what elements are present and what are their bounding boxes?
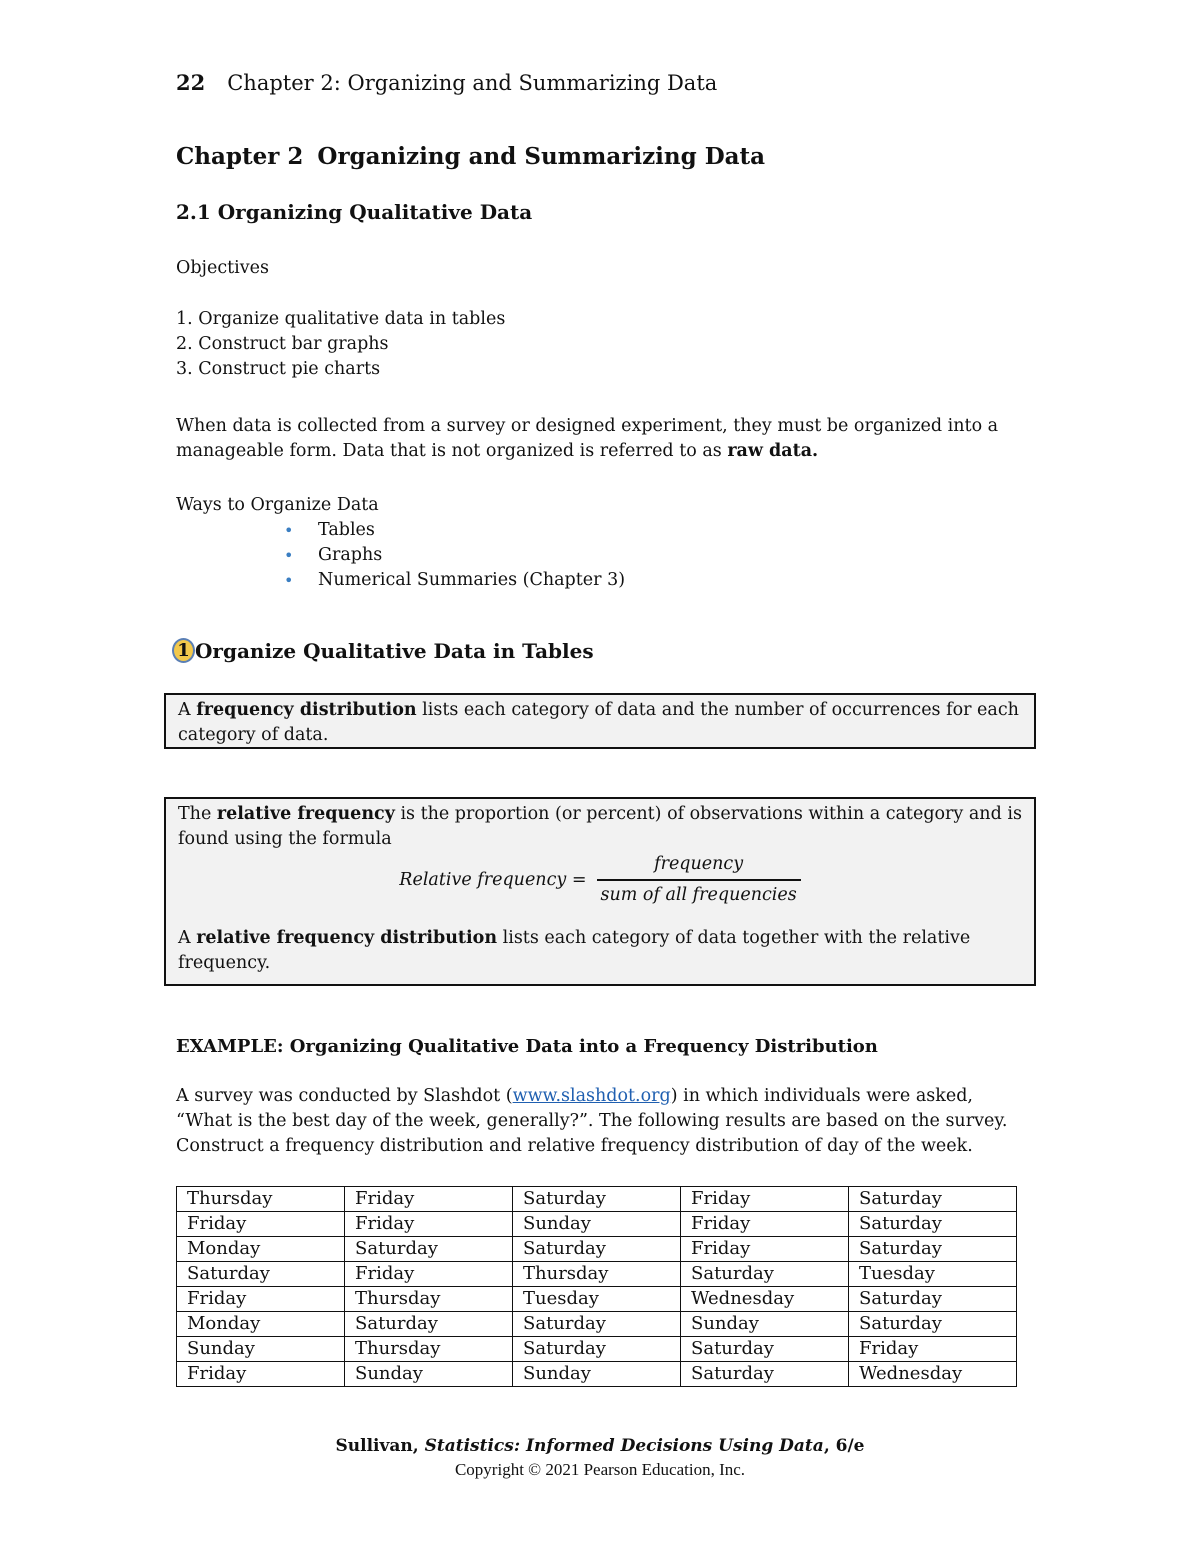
definition-term: frequency distribution <box>196 700 417 720</box>
ways-item-label: Graphs <box>318 545 383 565</box>
objective-number-badge: 1 <box>172 638 195 663</box>
table-row <box>177 1262 1017 1287</box>
table-cell: Saturday <box>513 1237 681 1262</box>
table-cell: Saturday <box>849 1312 1017 1337</box>
definition-term: relative frequency distribution <box>196 928 498 948</box>
ways-item <box>284 543 625 568</box>
footer-book-title: Statistics: Informed Decisions Using Data <box>424 1436 824 1456</box>
example-text: ) in which individuals were asked, “What is the best day of the week, generally?”. The following results are based on the survey. Construct a frequency distribution and relative frequency distribution of day of the week. <box>176 1086 1008 1156</box>
table-cell: Friday <box>681 1187 849 1212</box>
table-cell: Friday <box>177 1287 345 1312</box>
table-cell: Thursday <box>345 1287 513 1312</box>
table-cell: Friday <box>345 1262 513 1287</box>
table-cell: Thursday <box>513 1262 681 1287</box>
table-cell: Saturday <box>177 1262 345 1287</box>
definition-text: lists each category of data together with the relative frequency. <box>178 928 971 973</box>
table-cell: Friday <box>681 1212 849 1237</box>
table-cell: Saturday <box>345 1312 513 1337</box>
ways-list <box>284 518 625 593</box>
table-cell: Sunday <box>345 1362 513 1387</box>
bullet-icon: • <box>284 571 294 590</box>
definition-prefix: The <box>178 804 217 824</box>
table-cell: Tuesday <box>849 1262 1017 1287</box>
table-cell: Saturday <box>513 1187 681 1212</box>
table-cell: Saturday <box>681 1337 849 1362</box>
ways-item <box>284 518 625 543</box>
table-cell: Saturday <box>681 1262 849 1287</box>
table-cell: Saturday <box>345 1237 513 1262</box>
table-cell: Friday <box>345 1212 513 1237</box>
table-cell: Sunday <box>513 1212 681 1237</box>
running-head-text: Chapter 2: Organizing and Summarizing Data <box>227 71 718 95</box>
relative-frequency-formula <box>178 852 1022 908</box>
definition-text: lists each category of data and the number of occurrences for each category of data. <box>178 700 1019 745</box>
footer-citation <box>0 1436 1200 1456</box>
table-cell: Saturday <box>849 1237 1017 1262</box>
chapter-title <box>176 143 765 170</box>
bullet-icon: • <box>284 521 294 540</box>
table-row <box>177 1362 1017 1387</box>
table-cell: Friday <box>681 1237 849 1262</box>
table-cell: Tuesday <box>513 1287 681 1312</box>
table-row <box>177 1312 1017 1337</box>
ways-item-label: Tables <box>318 520 375 540</box>
relative-frequency-definition <box>164 797 1036 986</box>
table-cell: Saturday <box>849 1212 1017 1237</box>
formula-fraction <box>597 852 801 908</box>
table-cell: Saturday <box>681 1362 849 1387</box>
objectives-list <box>176 307 505 382</box>
definition-prefix: A <box>178 700 197 720</box>
formula-denominator: sum of all frequencies <box>597 879 801 908</box>
objective-item: 2. Construct bar graphs <box>176 334 389 354</box>
objective-heading-text: Organize Qualitative Data in Tables <box>195 638 594 663</box>
table-row <box>177 1237 1017 1262</box>
raw-data-term: raw data. <box>727 441 819 461</box>
section-title: 2.1 Organizing Qualitative Data <box>176 200 533 224</box>
table-row <box>177 1337 1017 1362</box>
footer-author: Sullivan, <box>335 1436 425 1456</box>
formula-numerator: frequency <box>654 854 744 874</box>
footer-copyright: Copyright © 2021 Pearson Education, Inc. <box>454 1460 746 1479</box>
table-cell: Monday <box>177 1237 345 1262</box>
objective-heading <box>172 638 594 663</box>
frequency-distribution-definition <box>164 693 1036 749</box>
table-cell: Friday <box>849 1337 1017 1362</box>
definition-text: is the proportion (or percent) of observations within a category and is found using the formula <box>178 804 1022 849</box>
survey-results-table <box>176 1186 1017 1387</box>
formula-lhs: Relative frequency = <box>399 869 587 890</box>
relative-frequency-text <box>178 802 1022 852</box>
table-cell: Wednesday <box>849 1362 1017 1387</box>
relative-frequency-distribution-text <box>178 926 1022 976</box>
intro-text: When data is collected from a survey or designed experiment, they must be organized into a manageable form. Data that is not organized is referred to as <box>176 416 999 461</box>
table-row <box>177 1187 1017 1212</box>
table-cell: Friday <box>177 1212 345 1237</box>
table-cell: Saturday <box>513 1337 681 1362</box>
table-cell: Friday <box>177 1362 345 1387</box>
intro-paragraph <box>176 414 1016 464</box>
table-row <box>177 1212 1017 1237</box>
running-head <box>176 70 717 95</box>
table-cell: Saturday <box>849 1187 1017 1212</box>
table-cell: Thursday <box>177 1187 345 1212</box>
page-number: 22 <box>176 70 206 95</box>
objective-item: 3. Construct pie charts <box>176 359 381 379</box>
slashdot-link[interactable]: www.slashdot.org <box>512 1086 671 1106</box>
table-cell: Sunday <box>681 1312 849 1337</box>
objective-item: 1. Organize qualitative data in tables <box>176 309 506 329</box>
ways-item-label: Numerical Summaries (Chapter 3) <box>318 570 626 590</box>
bullet-icon: • <box>284 546 294 565</box>
table-cell: Thursday <box>345 1337 513 1362</box>
table-row <box>177 1287 1017 1312</box>
table-cell: Monday <box>177 1312 345 1337</box>
chapter-number: Chapter 2 <box>176 143 304 170</box>
table-cell: Saturday <box>513 1312 681 1337</box>
footer-edition: , 6/e <box>823 1436 865 1456</box>
table-cell: Sunday <box>177 1337 345 1362</box>
example-text: A survey was conducted by Slashdot ( <box>176 1086 513 1106</box>
definition-prefix: A <box>178 928 197 948</box>
ways-item <box>284 568 625 593</box>
objectives-label: Objectives <box>176 258 269 278</box>
table-cell: Saturday <box>849 1287 1017 1312</box>
ways-label: Ways to Organize Data <box>176 495 379 515</box>
example-title: EXAMPLE: Organizing Qualitative Data into a Frequency Distribution <box>176 1036 878 1057</box>
chapter-name: Organizing and Summarizing Data <box>317 143 766 170</box>
table-cell: Wednesday <box>681 1287 849 1312</box>
table-cell: Sunday <box>513 1362 681 1387</box>
example-paragraph <box>176 1084 1026 1159</box>
table-cell: Friday <box>345 1187 513 1212</box>
definition-term: relative frequency <box>216 804 395 824</box>
